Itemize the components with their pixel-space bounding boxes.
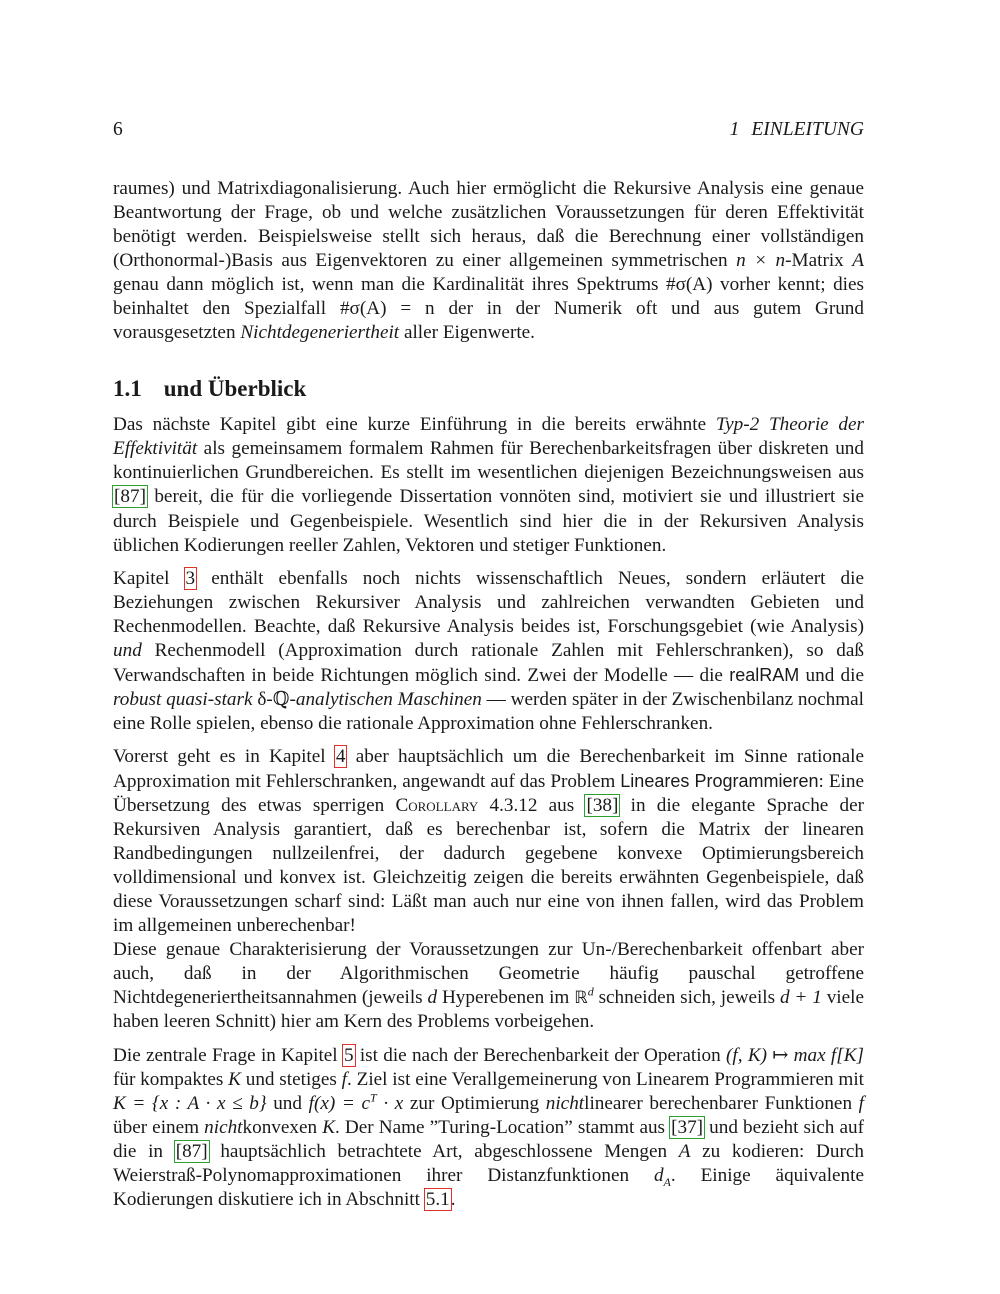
text: konvexen [242, 1116, 323, 1138]
math: K = {x : A · x ≤ b} [113, 1092, 267, 1114]
math: (f, K) ↦ max f[K] [726, 1044, 864, 1066]
chapter-link[interactable]: 4 [335, 745, 346, 767]
math: d [653, 1164, 664, 1186]
section-title: und Überblick [163, 376, 307, 402]
math: d [427, 987, 438, 1009]
text: Kapitel [113, 567, 185, 589]
emphasis: nicht [204, 1116, 243, 1138]
math: A [852, 250, 864, 272]
text: 4.3.12 aus [478, 795, 586, 817]
text: genau dann möglich ist, wenn man die Kardinalität ihres Spektrums [113, 274, 666, 296]
section-heading [113, 375, 864, 403]
math: f [858, 1092, 865, 1114]
paragraph-2 [113, 567, 864, 736]
math: #σ(A) = n [339, 298, 435, 320]
paragraph-5 [113, 1044, 864, 1212]
text: und [266, 1092, 309, 1114]
text: : Eine Übersetzung des etwas sperrigen [113, 770, 864, 817]
citation-link[interactable]: [87] [114, 486, 146, 508]
text: und bezieht sich auf die in [113, 1116, 864, 1162]
text: -Matrix [785, 250, 853, 272]
text: hauptsächlich betrachtete Art, abgeschlossene Mengen [208, 1140, 679, 1162]
chapter-link[interactable]: 3 [185, 567, 196, 589]
math: K [228, 1068, 241, 1090]
math: δ-ℚ- [252, 688, 296, 710]
citation-link[interactable]: [37] [671, 1116, 704, 1138]
text: . Ziel ist eine Verallgemeinerung von Linearem Programmieren mit [347, 1068, 865, 1090]
math: · x [376, 1092, 404, 1114]
text: zu kodieren: Durch Weierstraß-Polynomapproximationen ihrer Distanzfunktionen [113, 1140, 864, 1186]
text: . Einige äquivalente Kodierungen diskutiere ich in Abschnitt [113, 1164, 864, 1210]
emphasis: analytischen Maschinen [295, 688, 482, 710]
math: #σ(A) [665, 274, 713, 296]
text: schneiden sich, jeweils [593, 987, 780, 1009]
text: raumes) und Matrixdiagonalisierung. Auch hier ermöglicht die Rekursive Analysis eine genaue Beantwortung der Frage, ob und welche zusätzlichen Voraussetzungen für deren Effektivität benötigt werden. Beispielsweise stellt sich heraus, daß die Berechnung einer vollständigen (Orthonormal-)Basis aus Eigenvektoren zu einer allgemeinen symmetrischen [113, 178, 864, 272]
text: Das nächste Kapitel gibt eine kurze Einführung in die bereits erwähnte [113, 414, 716, 436]
problem-name: Lineares Programmieren [620, 770, 819, 791]
math: d + 1 [779, 987, 822, 1009]
model-name: realRAM [729, 664, 800, 685]
text: — werden später in der Zwischenbilanz nochmal eine Rolle spielen, ebenso die rationale Approximation ohne Fehlerschranken. [113, 688, 864, 734]
text: für kompaktes [113, 1068, 229, 1090]
text: viele haben leeren Schnitt) hier am Kern des Problems vorbeigehen. [113, 987, 864, 1033]
chapter-number: 1 [729, 119, 740, 140]
text: Hyperebenen im [437, 987, 575, 1009]
emphasis: Typ-2 Theorie der Effektivität [113, 414, 865, 460]
emphasis: nicht [545, 1092, 585, 1114]
math: d [587, 985, 594, 1000]
text: zur Optimierung [403, 1092, 546, 1114]
section-number: 1.1 [113, 376, 142, 402]
math: A [663, 1174, 671, 1189]
text: bereit, die für die vorliegende Dissertation vonnöten sind, motiviert sie und illustriert sie durch Beispiele und Gegenbeispiele. Wesentlich sind hier die in der Rekursiven Analysis üblichen Kodierungen reeller Zahlen, Vektoren und stetiger Funktionen. [113, 486, 864, 556]
citation-link[interactable]: [38] [586, 795, 619, 817]
chapter-heading [730, 118, 864, 142]
text: in die elegante Sprache der Rekursiven Analysis garantiert, daß es berechenbar ist, sofern die Matrix der linearen Randbedingungen nullzeilenfrei, der dadurch gegebene konvexe Optimierungsbereich volldimensional und konvex ist. Gleichzeitig zeigen die bereits erwähnten Gegenbeispiele, daß diese Voraussetzungen scharf sind: Läßt man auch nur eine von ihnen fallen, wird das Problem im allgemeinen unberechenbar! [113, 795, 865, 937]
text: Rechenmodell (Approximation durch rationale Zahlen mit Fehlerschranken), so daß Verwandschaften in beide Richtungen möglich sind. Zwei der Modelle — die [113, 639, 864, 686]
page-number: 6 [113, 119, 123, 140]
text: Vorerst geht es in Kapitel [113, 745, 335, 767]
text: und stetiges [240, 1068, 342, 1090]
small-caps: Corollary [395, 795, 479, 817]
text: enthält ebenfalls noch nichts wissenschaftlich Neues, sondern erläutert die Beziehungen zwischen Rekursiver Analysis und zahlreichen verwandten Gebieten und Rechenmodellen. Beachte, daß Rekursive Analysis beides ist, Forschungsgebiet (wie Analysis) [113, 567, 864, 637]
citation-link[interactable]: [87] [175, 1140, 208, 1162]
text: linearer berechenbarer Funktionen [584, 1092, 859, 1114]
text: über einem [113, 1116, 205, 1138]
math: f [341, 1068, 347, 1090]
page-body [113, 177, 864, 1221]
paragraph-3 [113, 745, 864, 938]
text: . [450, 1188, 456, 1210]
text: vorher kennt; dies beinhaltet den Spezialfall [113, 274, 864, 320]
chapter-link[interactable]: 5 [343, 1044, 354, 1066]
text: aber hauptsächlich um die Berechenbarkeit im Sinne rationale Approximation mit Fehlerschranken, angewandt auf das Problem [113, 745, 864, 792]
math: n × n [736, 250, 786, 272]
paragraph-4 [113, 938, 864, 1034]
emphasis: Nichtdegeneriertheit [240, 322, 400, 344]
text: als gemeinsamem formalem Rahmen für Berechenbarkeitsfragen über diskreten und kontinuierlichen Grundbereichen. Es stellt im wesentlichen diejenigen Bezeichnungsweisen aus [113, 438, 864, 484]
running-header [113, 118, 864, 142]
text: Die zentrale Frage in Kapitel [113, 1044, 343, 1066]
paragraph-1 [113, 413, 864, 557]
text: aller Eigenwerte. [399, 322, 535, 344]
math: f(x) = c [308, 1092, 370, 1114]
chapter-title: EINLEITUNG [751, 119, 864, 140]
section-link[interactable]: 5.1 [425, 1188, 450, 1210]
math: T [370, 1090, 377, 1105]
emphasis: robust quasi-stark [113, 688, 253, 710]
intro-paragraph [113, 177, 864, 345]
text: . Der Name ”Turing-Location” stammt aus [335, 1116, 671, 1138]
text: der in der Numerik oft und aus gutem Grund vorausgesetzten [113, 298, 864, 344]
text: und die [799, 664, 865, 686]
text: Diese genaue Charakterisierung der Voraussetzungen zur Un-/Berechenbarkeit offenbart aber auch, daß in der Algorithmischen Geometrie häufig pauschal getroffene Nichtdegeneriertheitsannahmen (jeweils [113, 939, 864, 1009]
math: A [678, 1140, 691, 1162]
emphasis: und [113, 639, 142, 661]
math: K [322, 1116, 336, 1138]
text: ist die nach der Berechenbarkeit der Operation [354, 1044, 727, 1066]
math: ℝ [574, 988, 588, 1009]
